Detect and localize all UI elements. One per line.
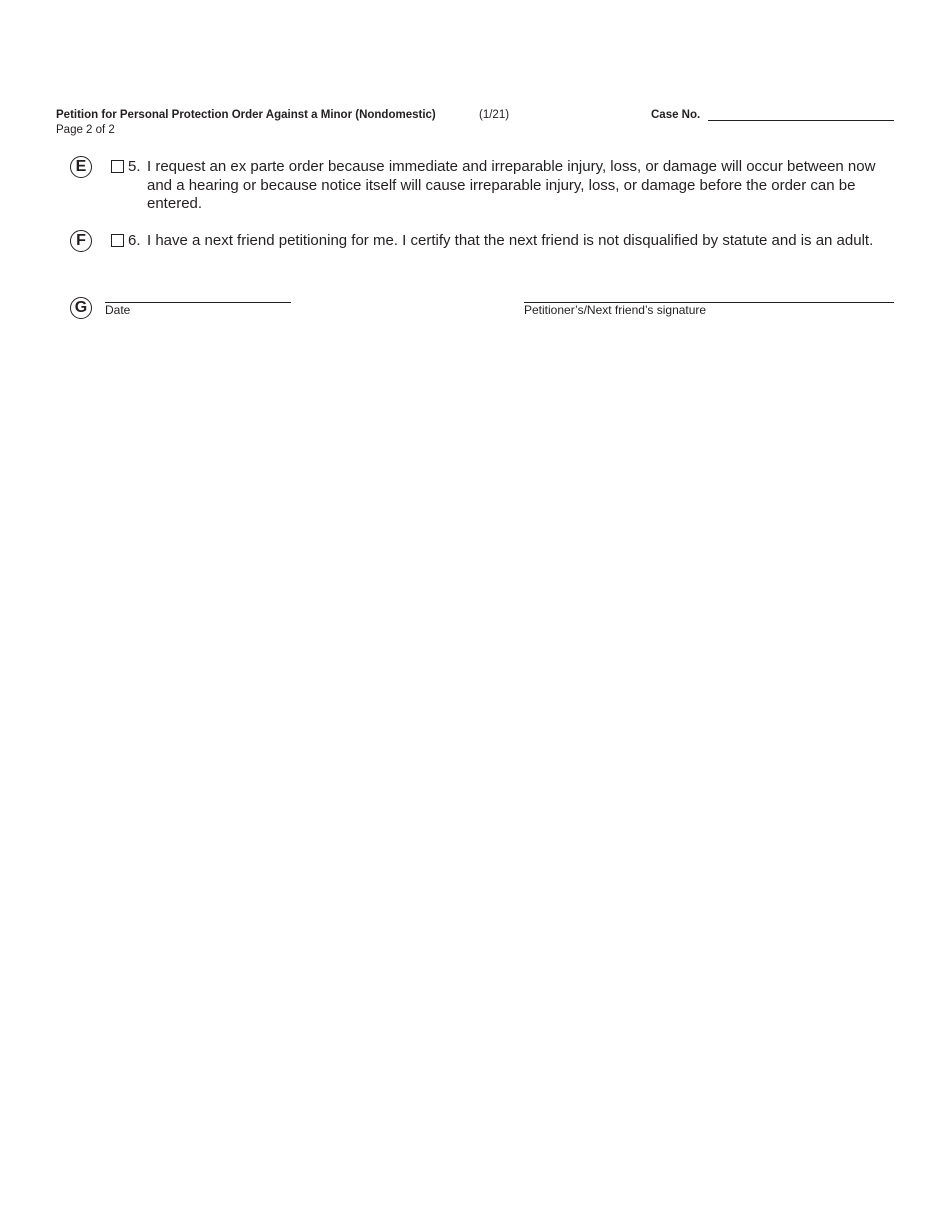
date-field[interactable] bbox=[105, 302, 291, 303]
form-title: Petition for Personal Protection Order Against a Minor (Nondomestic) bbox=[56, 109, 436, 121]
signature-label: Petitioner’s/Next friend’s signature bbox=[524, 303, 707, 317]
section-marker-e: E bbox=[70, 156, 92, 178]
item-5-checkbox[interactable] bbox=[111, 160, 124, 173]
item-5-number: 5. bbox=[128, 158, 141, 175]
page-number: Page 2 of 2 bbox=[56, 124, 115, 136]
case-number-label: Case No. bbox=[651, 109, 701, 121]
case-number-field[interactable] bbox=[708, 120, 894, 121]
section-marker-g: G bbox=[70, 297, 92, 319]
page-header bbox=[56, 108, 894, 140]
item-6-checkbox[interactable] bbox=[111, 234, 124, 247]
section-marker-f: F bbox=[70, 230, 92, 252]
item-6-number: 6. bbox=[128, 232, 141, 249]
form-version: (1/21) bbox=[479, 109, 510, 121]
item-6-text: I have a next friend petitioning for me. I certify that the next friend is not disqualified by statute and is an adult. bbox=[147, 232, 874, 249]
item-5-text: I request an ex parte order because immediate and irreparable injury, loss, or damage will occur between now and a hearing or because notice itself will cause irreparable injury, loss, or damage before the order can be entered. bbox=[147, 158, 876, 212]
date-label: Date bbox=[105, 303, 131, 317]
